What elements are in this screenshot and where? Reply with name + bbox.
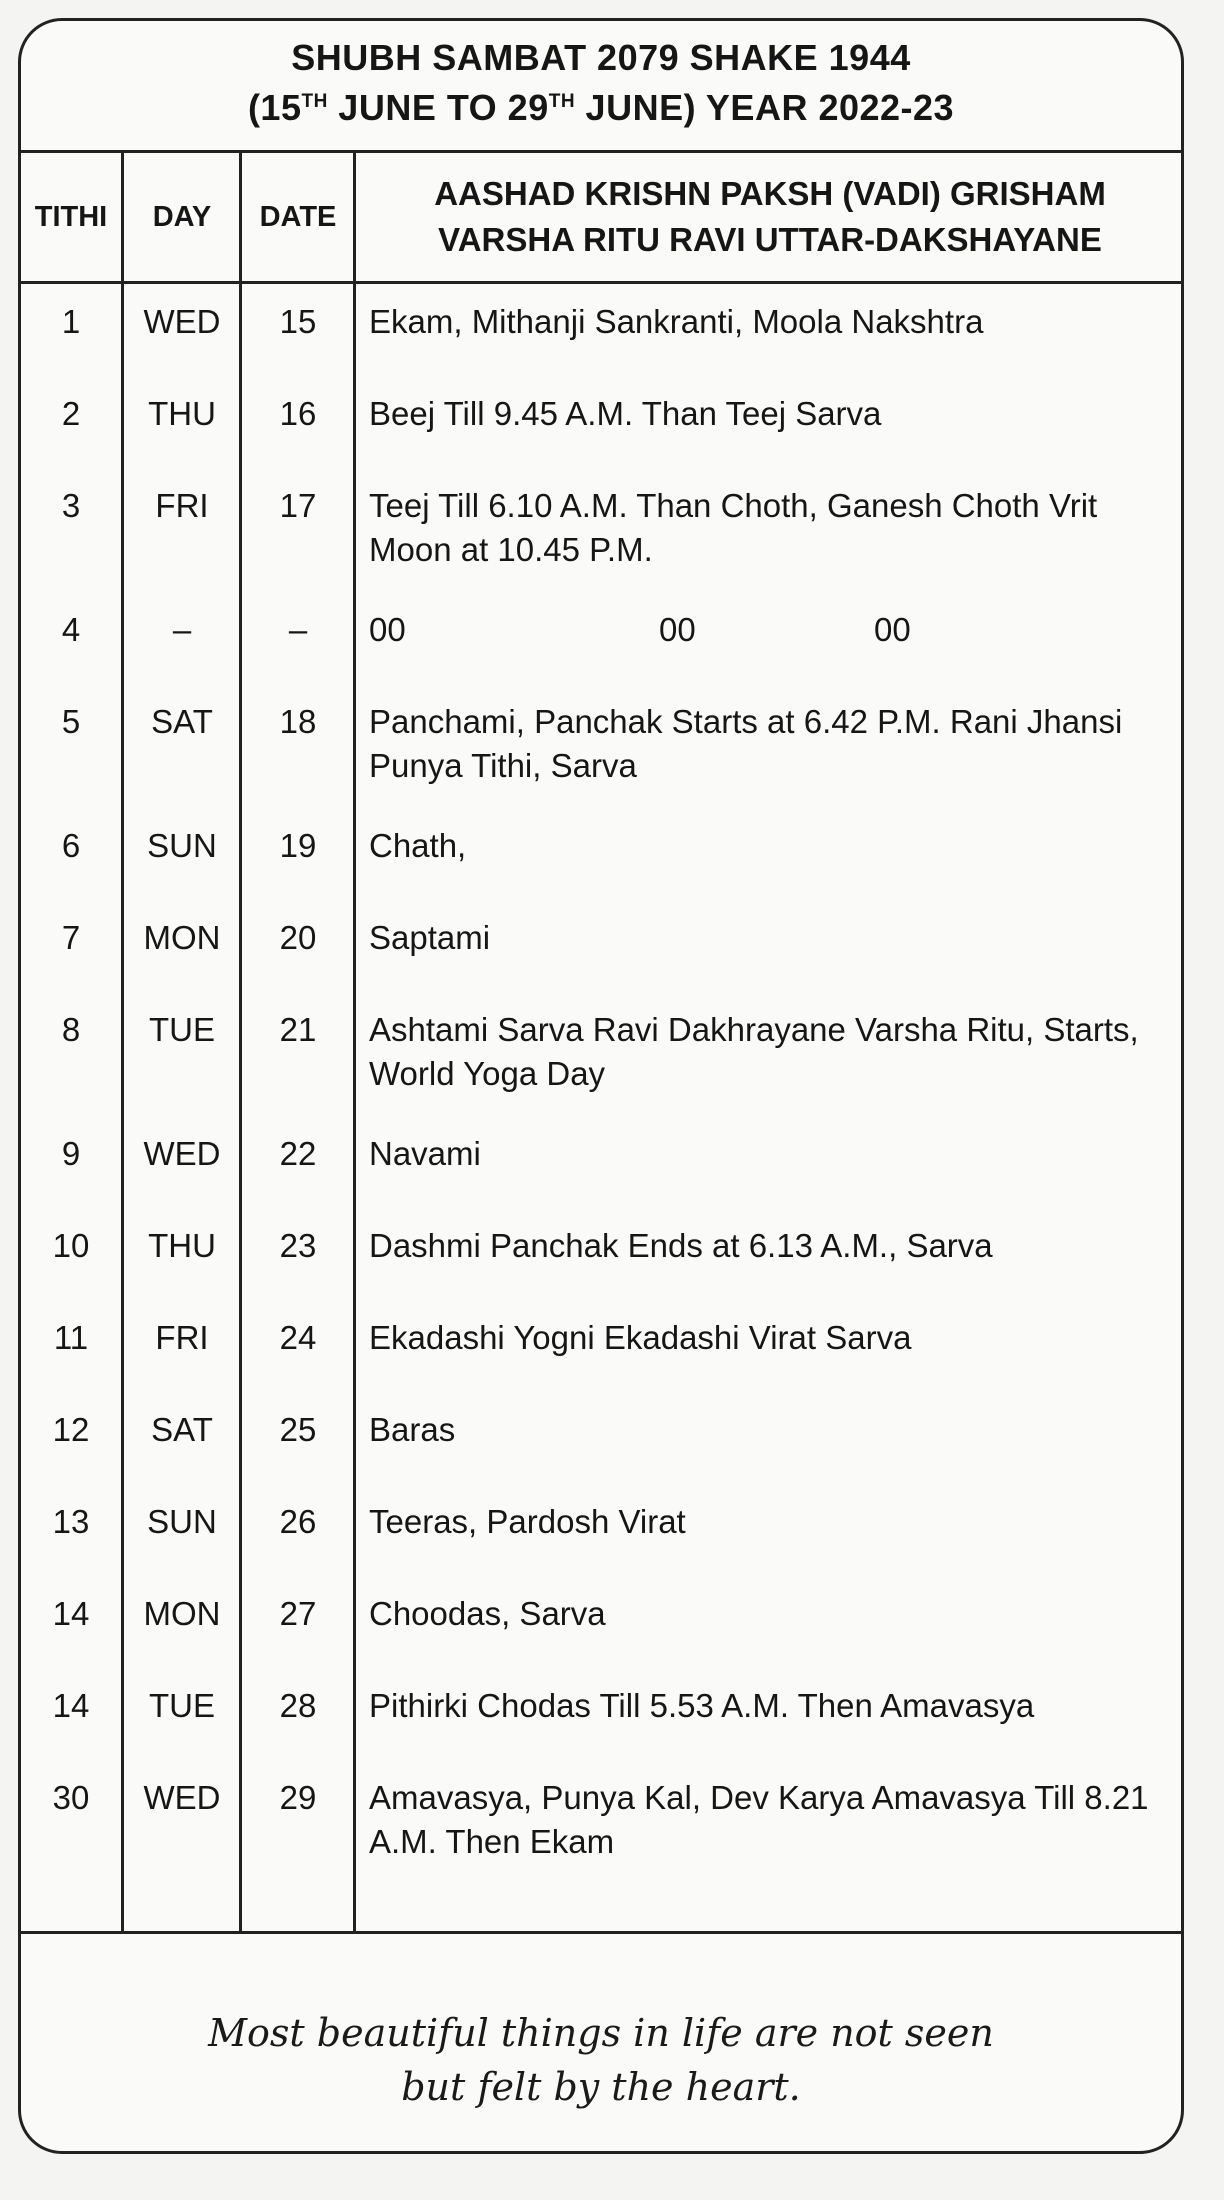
description-cell: Beej Till 9.45 A.M. Than Teej Sarva (369, 395, 882, 432)
date-cell: 19 (279, 827, 317, 864)
date-cell: 18 (279, 703, 317, 740)
day-cell: SAT (151, 1411, 213, 1448)
date-cell: 27 (279, 1595, 317, 1632)
calendar-card (18, 18, 1184, 2154)
column-header-description: AASHAD KRISHN PAKSH (VADI) GRISHAM VARSHA RITU RAVI UTTAR-DAKSHAYANE (434, 175, 1106, 258)
day-cell: TUE (149, 1011, 215, 1048)
tithi-cell: 1 (61, 303, 81, 340)
tithi-cell: 30 (52, 1779, 90, 1816)
tithi-cell: 11 (53, 1319, 89, 1356)
tithi-cell: 10 (52, 1227, 90, 1264)
date-cell: 21 (279, 1011, 317, 1048)
date-cell: 15 (279, 303, 317, 340)
tithi-cell: 2 (61, 395, 81, 432)
tithi-cell: 12 (52, 1411, 90, 1448)
date-cell: 25 (279, 1411, 317, 1448)
day-cell: – (172, 611, 192, 648)
description-cell: Baras (369, 1411, 456, 1448)
day-cell: SUN (147, 1503, 217, 1540)
tithi-cell: 4 (61, 611, 81, 648)
description-cell: Pithirki Chodas Till 5.53 A.M. Then Amavasya (369, 1687, 1035, 1724)
column-header-day: DAY (152, 200, 212, 233)
header-divider (21, 281, 1181, 284)
tithi-cell: 13 (52, 1503, 90, 1540)
description-cell: Teeras, Pardosh Virat (369, 1503, 686, 1540)
day-cell: SAT (151, 703, 213, 740)
day-cell: THU (148, 395, 216, 432)
column-header-date: DATE (259, 200, 337, 233)
placeholder-value: 00 (874, 611, 911, 648)
date-cell: 22 (279, 1135, 317, 1172)
description-cell: Ashtami Sarva Ravi Dakhrayane Varsha Ritu, Starts, World Yoga Day (369, 1011, 1139, 1092)
footer-quote (21, 2006, 1181, 2114)
column-divider (353, 153, 356, 1931)
date-cell: 24 (279, 1319, 317, 1356)
day-cell: WED (143, 1779, 221, 1816)
quote-line-1: Most beautiful things in life are not seen (208, 2011, 994, 2055)
date-cell: 26 (279, 1503, 317, 1540)
column-divider (239, 153, 242, 1931)
day-cell: TUE (149, 1687, 215, 1724)
tithi-cell: 7 (61, 919, 81, 956)
header-title: SHUBH SAMBAT 2079 SHAKE 1944 (291, 37, 911, 78)
tithi-table (21, 153, 1181, 1931)
date-cell: 28 (279, 1687, 317, 1724)
date-cell: 17 (279, 487, 317, 524)
tithi-cell: 8 (61, 1011, 81, 1048)
description-cell: Amavasya, Punya Kal, Dev Karya Amavasya Till 8.21 A.M. Then Ekam (369, 1779, 1149, 1860)
quote-line-2: but felt by the heart. (401, 2065, 801, 2109)
description-cell: Saptami (369, 919, 491, 956)
day-cell: FRI (155, 487, 209, 524)
description-cell: Choodas, Sarva (369, 1595, 606, 1632)
date-cell: 20 (279, 919, 317, 956)
placeholder-value: 00 (659, 611, 696, 648)
tithi-cell: 14 (52, 1595, 90, 1632)
date-cell: 29 (279, 1779, 317, 1816)
description-cell: Chath, (369, 827, 467, 864)
description-cell: Ekadashi Yogni Ekadashi Virat Sarva (369, 1319, 912, 1356)
description-cell: Navami (369, 1135, 481, 1172)
day-cell: MON (143, 1595, 221, 1632)
table-bottom-divider (21, 1931, 1181, 1934)
date-cell: 23 (279, 1227, 317, 1264)
description-cell: Panchami, Panchak Starts at 6.42 P.M. Rani Jhansi Punya Tithi, Sarva (369, 703, 1123, 784)
calendar-header (21, 21, 1181, 153)
tithi-cell: 5 (61, 703, 81, 740)
header-date-range: (15TH JUNE TO 29TH JUNE) YEAR 2022-23 (247, 87, 955, 128)
column-divider (121, 153, 124, 1931)
column-header-tithi: TITHI (34, 200, 108, 233)
placeholder-value: 00 (369, 611, 406, 648)
day-cell: FRI (155, 1319, 209, 1356)
date-cell: – (288, 611, 308, 648)
tithi-cell: 6 (61, 827, 81, 864)
tithi-cell: 14 (52, 1687, 90, 1724)
tithi-cell: 9 (61, 1135, 81, 1172)
description-cell: Teej Till 6.10 A.M. Than Choth, Ganesh Choth Vrit Moon at 10.45 P.M. (369, 487, 1098, 568)
tithi-cell: 3 (61, 487, 81, 524)
day-cell: WED (143, 1135, 221, 1172)
day-cell: THU (148, 1227, 216, 1264)
date-cell: 16 (279, 395, 317, 432)
description-cell: Ekam, Mithanji Sankranti, Moola Nakshtra (369, 303, 984, 340)
description-cell: Dashmi Panchak Ends at 6.13 A.M., Sarva (369, 1227, 993, 1264)
day-cell: SUN (147, 827, 217, 864)
day-cell: WED (143, 303, 221, 340)
day-cell: MON (143, 919, 221, 956)
